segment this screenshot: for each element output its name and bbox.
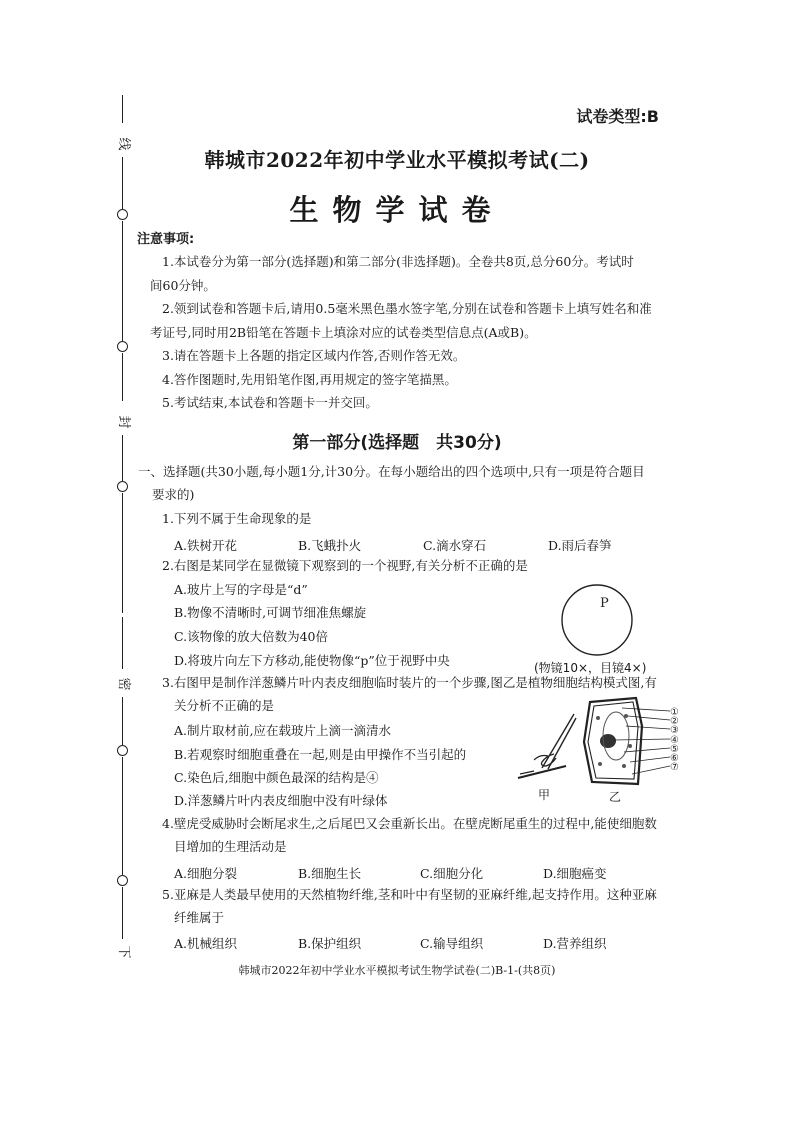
binding-circle	[117, 875, 128, 886]
answer-option: C.染色后,细胞中颜色最深的结构是④	[174, 770, 379, 785]
question-stem: 2.右图是某同学在显微镜下观察到的一个视野,有关分析不正确的是	[162, 558, 528, 573]
notes-heading: 注意事项:	[137, 232, 195, 247]
section-instruction: 要求的)	[152, 487, 195, 502]
question-stem: 关分析不正确的是	[174, 698, 275, 713]
part-title: 第一部分(选择题 共30分)	[292, 433, 502, 453]
structure-number: ②	[670, 716, 679, 727]
field-letter: P	[600, 596, 609, 611]
answer-option: D.洋葱鳞片叶内表皮细胞中没有叶绿体	[174, 793, 388, 808]
microscope-field-figure	[560, 583, 634, 661]
question-stem: 目增加的生理活动是	[174, 839, 287, 854]
binding-circle	[117, 481, 128, 492]
notes-line: 3.请在答题卡上各题的指定区域内作答,否则作答无效。	[162, 348, 466, 363]
binding-line	[122, 493, 123, 613]
binding-circle	[117, 341, 128, 352]
answer-option: D.细胞癌变	[543, 866, 607, 881]
answer-option: A.铁树开花	[174, 538, 238, 553]
binding-line	[122, 887, 123, 939]
answer-option: B.若观察时细胞重叠在一起,则是由甲操作不当引起的	[174, 747, 467, 762]
answer-option: A.玻片上写的字母是“d”	[174, 582, 308, 597]
answer-option: D.雨后春笋	[548, 538, 612, 553]
answer-option: D.营养组织	[543, 936, 607, 951]
binding-circle	[117, 745, 128, 756]
question-stem: 1.下列不属于生命现象的是	[162, 511, 312, 526]
subject-title: 生物学试卷	[289, 193, 505, 227]
figure-label-yi: 乙	[609, 790, 622, 804]
plant-cell-figure	[578, 696, 684, 792]
answer-option: B.细胞生长	[298, 866, 362, 881]
structure-number: ⑦	[670, 762, 679, 773]
answer-option: A.细胞分裂	[174, 866, 238, 881]
question-stem: 5.亚麻是人类最早使用的天然植物纤维,茎和叶中有坚韧的亚麻纤维,起支持作用。这种亚麻	[162, 887, 657, 902]
question-stem: 4.壁虎受威胁时会断尾求生,之后尾巴又会重新长出。在壁虎断尾重生的过程中,能使细胞数	[162, 816, 657, 831]
paper-type-label: 试卷类型:B	[576, 107, 659, 126]
binding-line	[122, 221, 123, 341]
notes-line: 5.考试结束,本试卷和答题卡一并交回。	[162, 395, 378, 410]
page-footer: 韩城市2022年初中学业水平模拟考试生物学试卷(二)B-1-(共8页)	[238, 964, 556, 977]
notes-line: 4.答作图题时,先用铅笔作图,再用规定的签字笔描黑。	[162, 372, 457, 387]
figure-caption: (物镜10×，目镜4×)	[534, 661, 647, 675]
binding-line	[122, 757, 123, 875]
notes-line: 考证号,同时用2B铅笔在答题卡上填涂对应的试卷类型信息点(A或B)。	[150, 325, 537, 340]
structure-number: ⑤	[670, 744, 679, 755]
structure-number: ③	[670, 725, 679, 736]
binding-word: 线	[114, 135, 132, 153]
notes-line: 1.本试卷分为第一部分(选择题)和第二部分(非选择题)。全卷共8页,总分60分。考试时	[162, 254, 634, 269]
answer-option: C.细胞分化	[420, 866, 484, 881]
answer-option: C.输导组织	[420, 936, 484, 951]
answer-option: B.物像不清晰时,可调节细准焦螺旋	[174, 605, 367, 620]
exam-title: 韩城市2022年初中学业水平模拟考试(二)	[204, 148, 590, 172]
figure-label-jia: 甲	[538, 788, 551, 802]
notes-line: 2.领到试卷和答题卡后,请用0.5毫米黑色墨水签字笔,分别在试卷和答题卡上填写姓名和准	[162, 301, 652, 316]
answer-option: D.将玻片向左下方移动,能使物像“p”位于视野中央	[174, 653, 450, 668]
binding-word: 下	[114, 943, 132, 961]
structure-number: ⑥	[670, 753, 679, 764]
answer-option: A.制片取材前,应在载玻片上滴一滴清水	[174, 723, 391, 738]
binding-line	[122, 353, 123, 401]
answer-option: A.机械组织	[174, 936, 238, 951]
answer-option: C.该物像的放大倍数为40倍	[174, 629, 328, 644]
binding-line	[122, 697, 123, 745]
section-instruction: 一、选择题(共30小题,每小题1分,计30分。在每小题给出的四个选项中,只有一项是符合题目	[138, 464, 645, 479]
question-stem: 3.右图甲是制作洋葱鳞片叶内表皮细胞临时装片的一个步骤,图乙是植物细胞结构模式图,有	[162, 675, 657, 690]
binding-line	[122, 95, 123, 123]
answer-option: B.飞蛾扑火	[298, 538, 362, 553]
binding-word: 密	[114, 675, 132, 693]
question-stem: 纤维属于	[174, 910, 225, 925]
binding-line	[122, 617, 123, 669]
answer-option: B.保护组织	[298, 936, 362, 951]
structure-number: ①	[670, 707, 679, 718]
notes-line: 间60分钟。	[150, 278, 216, 293]
slide-preparation-figure	[514, 700, 580, 784]
answer-option: C.滴水穿石	[423, 538, 487, 553]
binding-word: 封	[114, 413, 132, 431]
structure-number: ④	[670, 735, 679, 746]
